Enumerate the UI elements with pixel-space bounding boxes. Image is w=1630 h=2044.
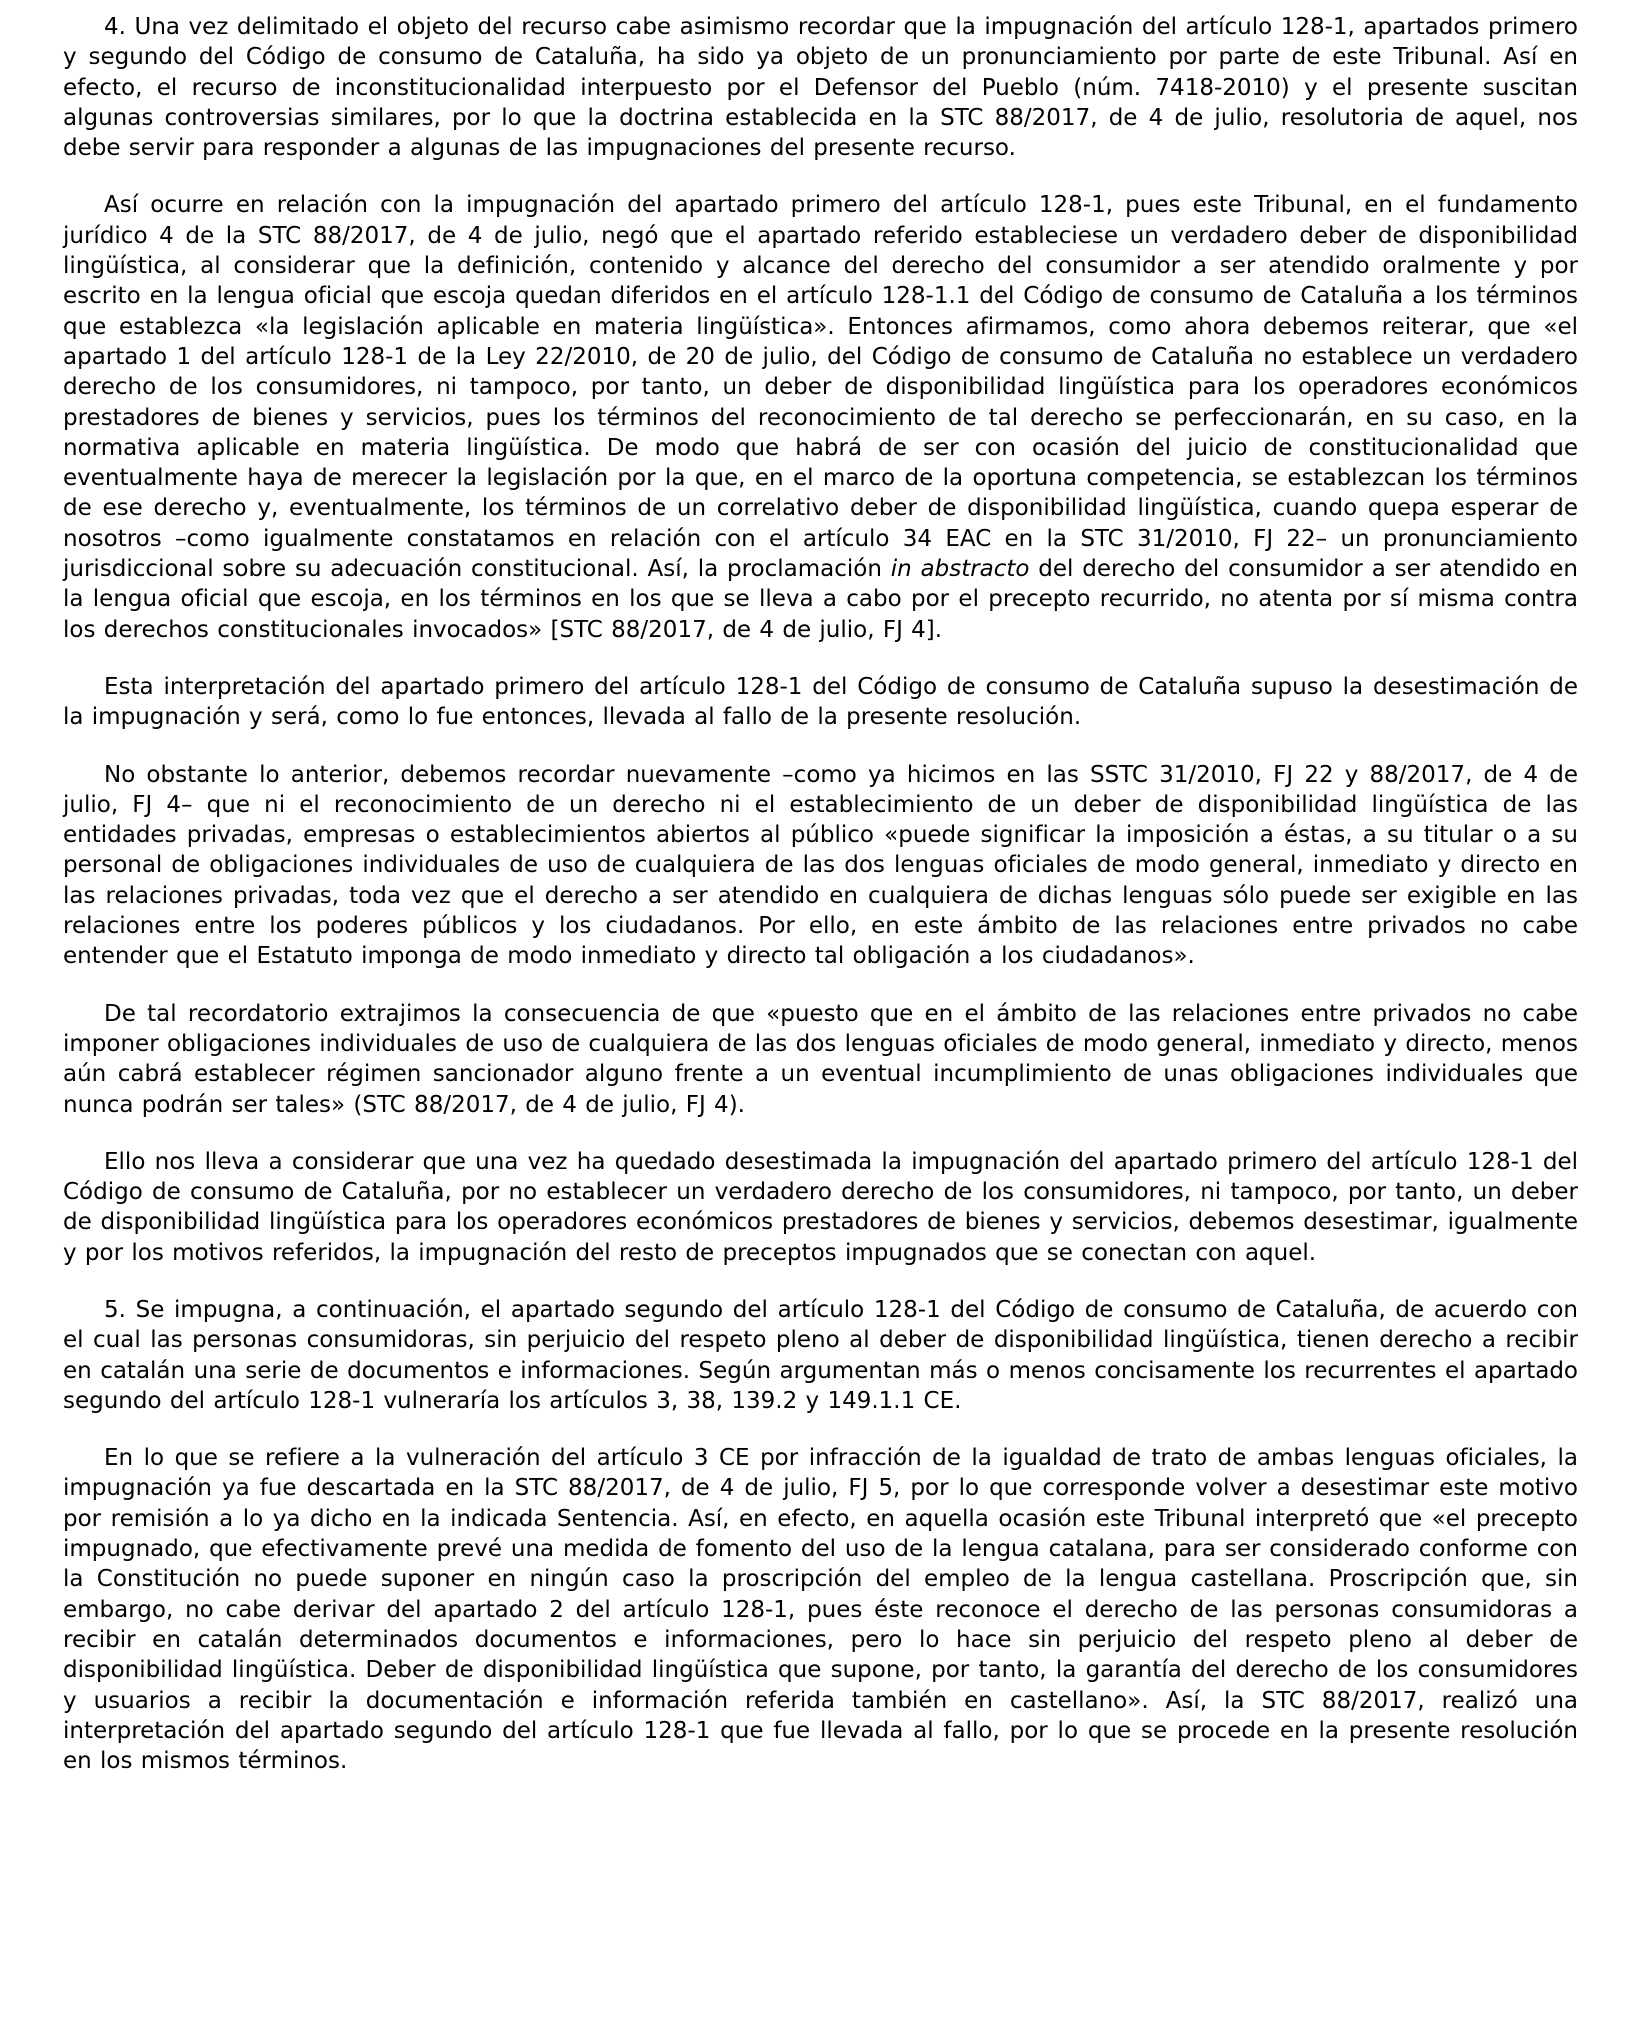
paragraph-4-intro [63, 12, 1578, 163]
text-segment: Ello nos lleva a considerar que una vez ha quedado desestimada la impugnación del apartado primero del artículo 128-1 del Código de consumo de Cataluña, por no establecer un verdadero derecho de los consumidores, ni tampoco, por tanto, un deber de disponibilidad lingüística para los operadores económicos prestadores de bienes y servicios, debemos desestimar, igualmente y por los motivos referidos, la impugnación del resto de preceptos impugnados que se conectan con aquel. [63, 1148, 1578, 1266]
paragraph-no-obstante [63, 760, 1578, 972]
text-segment: En lo que se refiere a la vulneración del artículo 3 CE por infracción de la igualdad de trato de ambas lenguas oficiales, la impugnación ya fue descartada en la STC 88/2017, de 4 de julio, FJ 5, por lo que corresponde volver a desestimar este motivo por remisión a lo ya dicho en la indicada Sentencia. Así, en efecto, en aquella ocasión este Tribunal interpretó que «el precepto impugnado, que efectivamente prevé una medida de fomento del uso de la lengua catalana, para ser considerado conforme con la Constitución no puede suponer en ningún caso la proscripción del empleo de la lengua castellana. Proscripción que, sin embargo, no cabe derivar del apartado 2 del artículo 128-1, pues éste reconoce el derecho de las personas consumidoras a recibir en catalán determinados documentos e informaciones, pero lo hace sin perjuicio del respeto pleno al deber de disponibilidad lingüística. Deber de disponibilidad lingüística que supone, por tanto, la garantía del derecho de los consumidores y usuarios a recibir la documentación e información referida también en castellano». Así, la STC 88/2017, realizó una interpretación del apartado segundo del artículo 128-1 que fue llevada al fallo, por lo que se procede en la presente resolución en los mismos términos. [63, 1445, 1578, 1775]
italic-text-segment: in abstracto [890, 556, 1030, 583]
paragraph-esta-interpretacion [63, 672, 1578, 733]
text-segment: Esta interpretación del apartado primero del artículo 128-1 del Código de consumo de Cataluña supuso la desestimación de la impugnación y será, como lo fue entonces, llevada al fallo de la presente resolución. [63, 673, 1578, 731]
text-segment: Así ocurre en relación con la impugnación del apartado primero del artículo 128-1, pues este Tribunal, en el fundamento jurídico 4 de la STC 88/2017, de 4 de julio, negó que el apartado referido estableciese un verdadero deber de disponibilidad lingüística, al considerar que la definición, contenido y alcance del derecho del consumidor a ser atendido oralmente y por escrito en la lengua oficial que escoja quedan diferidos en el artículo 128-1.1 del Código de consumo de Cataluña a los términos que establezca «la legislación aplicable en materia lingüística». Entonces afirmamos, como ahora debemos reiterar, que «el apartado 1 del artículo 128-1 de la Ley 22/2010, de 20 de julio, del Código de consumo de Cataluña no establece un verdadero derecho de los consumidores, ni tampoco, por tanto, un deber de disponibilidad lingüística para los operadores económicos prestadores de bienes y servicios, pues los términos del reconocimiento de tal derecho se perfeccionarán, en su caso, en la normativa aplicable en materia lingüística. De modo que habrá de ser con ocasión del juicio de constitucionalidad que eventualmente haya de merecer la legislación por la que, en el marco de la oportuna competencia, se establezcan los términos de ese derecho y, eventualmente, los términos de un correlativo deber de disponibilidad lingüística, cuando quepa esperar de nosotros –como igualmente constatamos en relación con el artículo 34 EAC en la STC 31/2010, FJ 22– un pronunciamiento jurisdiccional sobre su adecuación constitucional. Así, la proclamación [63, 192, 1578, 583]
text-segment: 4. Una vez delimitado el objeto del recurso cabe asimismo recordar que la impugnación del artículo 128-1, apartados primero y segundo del Código de consumo de Cataluña, ha sido ya objeto de un pronunciamiento por parte de este Tribunal. Así en efecto, el recurso de inconstitucionalidad interpuesto por el Defensor del Pueblo (núm. 7418-2010) y el presente suscitan algunas controversias similares, por lo que la doctrina establecida en la STC 88/2017, de 4 de julio, resolutoria de aquel, nos debe servir para responder a algunas de las impugnaciones del presente recurso. [63, 14, 1578, 162]
text-segment: del derecho del consumidor a ser atendido en la lengua oficial que escoja, en los términos en los que se lleva a cabo por el precepto recurrido, no atenta por sí misma contra los derechos constitucionales invocados» [STC 88/2017, de 4 de julio, FJ 4]. [63, 556, 1578, 643]
text-segment: No obstante lo anterior, debemos recordar nuevamente –como ya hicimos en las SSTC 31/2010, FJ 22 y 88/2017, de 4 de julio, FJ 4– que ni el reconocimiento de un derecho ni el establecimiento de un deber de disponibilidad lingüística de las entidades privadas, empresas o establecimientos abiertos al público «puede significar la imposición a éstas, a su titular o a su personal de obligaciones individuales de uso de cualquiera de las dos lenguas oficiales de modo general, inmediato y directo en las relaciones privadas, toda vez que el derecho a ser atendido en cualquiera de dichas lenguas sólo puede ser exigible en las relaciones entre los poderes públicos y los ciudadanos. Por ello, en este ámbito de las relaciones entre privados no cabe entender que el Estatuto imponga de modo inmediato y directo tal obligación a los ciudadanos». [63, 761, 1578, 970]
paragraph-en-lo-que-se-refiere [63, 1443, 1578, 1776]
text-segment: De tal recordatorio extrajimos la consecuencia de que «puesto que en el ámbito de las relaciones entre privados no cabe imponer obligaciones individuales de uso de cualquiera de las dos lenguas oficiales de modo general, inmediato y directo, menos aún cabrá establecer régimen sancionador alguno frente a un eventual incumplimiento de unas obligaciones individuales que nunca podrán ser tales» (STC 88/2017, de 4 de julio, FJ 4). [63, 1000, 1578, 1118]
text-segment: 5. Se impugna, a continuación, el apartado segundo del artículo 128-1 del Código de consumo de Cataluña, de acuerdo con el cual las personas consumidoras, sin perjuicio del respeto pleno al deber de disponibilidad lingüística, tienen derecho a recibir en catalán una serie de documentos e informaciones. Según argumentan más o menos concisamente los recurrentes el apartado segundo del artículo 128-1 vulneraría los artículos 3, 38, 139.2 y 149.1.1 CE. [63, 1296, 1578, 1414]
paragraph-ello-nos-lleva [63, 1147, 1578, 1268]
paragraph-de-tal-recordatorio [63, 999, 1578, 1120]
document-body [63, 12, 1578, 1776]
paragraph-5-intro [63, 1295, 1578, 1416]
paragraph-asi-ocurre [63, 190, 1578, 644]
